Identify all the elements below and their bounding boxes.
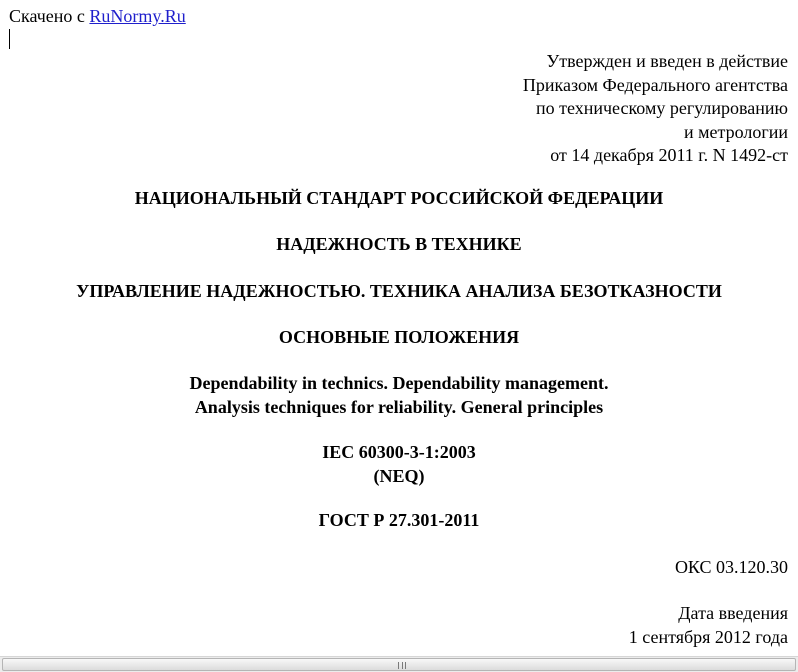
horizontal-scrollbar[interactable] [0, 656, 798, 672]
grip-icon [398, 662, 406, 669]
principles-heading: ОСНОВНЫЕ ПОЛОЖЕНИЯ [278, 327, 520, 347]
scrollbar-thumb[interactable] [2, 658, 796, 671]
source-line [9, 6, 186, 27]
effective-date-block [629, 602, 788, 649]
iec-code: IEC 60300-3-1:2003 [322, 442, 476, 462]
approval-line: от 14 декабря 2011 г. N 1492-ст [550, 145, 788, 165]
text-cursor [9, 29, 10, 49]
approval-block [523, 50, 788, 168]
gost-number: ГОСТ Р 27.301-2011 [318, 510, 480, 530]
source-link[interactable]: RuNormy.Ru [89, 6, 186, 26]
english-title-line: Dependability in technics. Dependability management. [189, 373, 609, 393]
english-title [0, 372, 798, 419]
management-heading: УПРАВЛЕНИЕ НАДЕЖНОСТЬЮ. ТЕХНИКА АНАЛИЗА БЕЗОТКАЗНОСТИ [76, 281, 722, 301]
oks-code: ОКС 03.120.30 [674, 557, 788, 577]
approval-line: и метрологии [684, 121, 788, 142]
reliability-heading: НАДЕЖНОСТЬ В ТЕХНИКЕ [276, 234, 522, 254]
effective-date-value: 1 сентября 2012 года [628, 626, 788, 647]
approval-line: Приказом Федерального агентства [522, 74, 788, 95]
english-title-line: Analysis techniques for reliability. General principles [194, 396, 604, 417]
approval-line: Утвержден и введен в действие [546, 51, 788, 71]
effective-date-label: Дата введения [678, 603, 788, 623]
iec-reference [0, 441, 798, 488]
approval-line: по техническому регулированию [535, 98, 788, 118]
iec-equivalence: (NEQ) [373, 465, 425, 486]
national-standard-heading: НАЦИОНАЛЬНЫЙ СТАНДАРТ РОССИЙСКОЙ ФЕДЕРАЦИИ [134, 188, 664, 208]
source-prefix: Скачено с [9, 6, 90, 26]
